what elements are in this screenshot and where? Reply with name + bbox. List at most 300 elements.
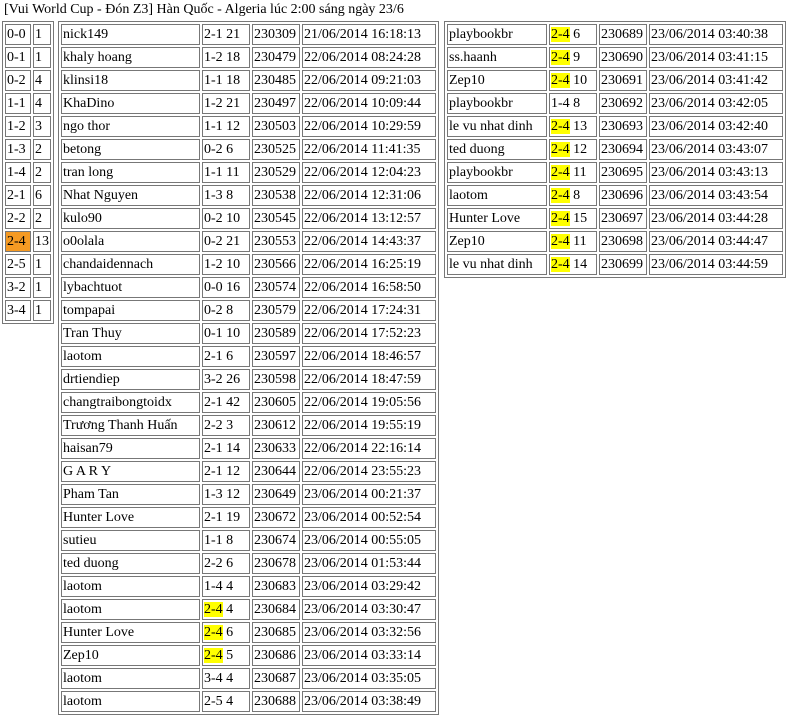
entry-id: 230688 [252, 691, 300, 712]
summary-count: 1 [33, 24, 51, 45]
entry-name: betong [61, 139, 200, 160]
entry-id: 230545 [252, 208, 300, 229]
entry-time: 22/06/2014 12:04:23 [302, 162, 436, 183]
entry-name: Hunter Love [61, 507, 200, 528]
entry-prediction [202, 277, 250, 298]
table-row [61, 185, 436, 206]
entry-id: 230525 [252, 139, 300, 160]
entry-id: 230689 [599, 24, 647, 45]
entry-time: 23/06/2014 00:55:05 [302, 530, 436, 551]
table-row [61, 208, 436, 229]
entry-time: 22/06/2014 17:24:31 [302, 300, 436, 321]
entry-time: 23/06/2014 01:53:44 [302, 553, 436, 574]
entry-name: Hunter Love [61, 622, 200, 643]
entry-score: 0-1 [204, 326, 223, 341]
entry-score: 2-4 [551, 257, 570, 272]
entry-score: 2-1 [204, 510, 223, 525]
entry-name: laotom [61, 346, 200, 367]
table-row [447, 162, 783, 183]
entry-guess: 18 [226, 50, 241, 65]
entry-time: 22/06/2014 10:29:59 [302, 116, 436, 137]
entry-name: ss.haanh [447, 47, 547, 68]
entry-name: G A R Y [61, 461, 200, 482]
entry-prediction [202, 185, 250, 206]
table-row [447, 116, 783, 137]
entry-guess: 15 [573, 211, 588, 226]
summary-count: 1 [33, 277, 51, 298]
table-row [61, 139, 436, 160]
entry-name: laotom [61, 691, 200, 712]
entry-guess: 10 [226, 257, 241, 272]
table-row [61, 369, 436, 390]
entry-name: Zep10 [447, 231, 547, 252]
entry-prediction [549, 185, 597, 206]
entry-score: 1-1 [204, 533, 223, 548]
table-row [61, 300, 436, 321]
entry-guess: 21 [226, 27, 241, 42]
entry-prediction [202, 116, 250, 137]
entry-time: 23/06/2014 03:38:49 [302, 691, 436, 712]
entry-score: 2-4 [204, 625, 223, 640]
entry-score: 0-0 [204, 280, 223, 295]
entry-time: 22/06/2014 18:46:57 [302, 346, 436, 367]
entry-name: playbookbr [447, 93, 547, 114]
entry-prediction [202, 438, 250, 459]
entry-guess: 6 [226, 142, 234, 157]
entry-guess: 4 [226, 671, 234, 686]
entry-score: 1-3 [204, 487, 223, 502]
entry-name: playbookbr [447, 24, 547, 45]
entry-guess: 10 [226, 326, 241, 341]
entry-guess: 4 [226, 694, 234, 709]
entry-time: 23/06/2014 03:42:05 [649, 93, 783, 114]
entry-prediction [202, 231, 250, 252]
entry-time: 23/06/2014 00:52:54 [302, 507, 436, 528]
table-row [61, 346, 436, 367]
entry-id: 230674 [252, 530, 300, 551]
entry-prediction [202, 346, 250, 367]
entry-time: 22/06/2014 16:58:50 [302, 277, 436, 298]
entry-guess: 4 [226, 579, 234, 594]
entry-id: 230529 [252, 162, 300, 183]
entry-id: 230693 [599, 116, 647, 137]
entry-prediction [202, 691, 250, 712]
entry-score: 2-1 [204, 441, 223, 456]
table-row [61, 116, 436, 137]
table-row [61, 70, 436, 91]
entry-score: 2-4 [551, 50, 570, 65]
entry-score: 2-4 [551, 234, 570, 249]
summary-score: 0-0 [5, 24, 31, 45]
entry-guess: 21 [226, 96, 241, 111]
entry-score: 1-2 [204, 257, 223, 272]
entry-time: 23/06/2014 03:41:15 [649, 47, 783, 68]
entry-id: 230649 [252, 484, 300, 505]
entry-guess: 6 [573, 27, 581, 42]
entry-prediction [549, 93, 597, 114]
table-row [61, 415, 436, 436]
entry-name: le vu nhat dinh [447, 254, 547, 275]
predictions-body-right [447, 24, 783, 275]
entry-guess: 10 [573, 73, 588, 88]
entry-guess: 11 [573, 234, 587, 249]
entry-name: ngo thor [61, 116, 200, 137]
entry-time: 23/06/2014 03:43:54 [649, 185, 783, 206]
entry-time: 22/06/2014 16:25:19 [302, 254, 436, 275]
entry-prediction [549, 162, 597, 183]
entry-score: 1-2 [204, 96, 223, 111]
entry-prediction [202, 622, 250, 643]
table-row [61, 323, 436, 344]
entry-score: 2-4 [551, 73, 570, 88]
entry-score: 2-4 [204, 602, 223, 617]
entry-time: 22/06/2014 09:21:03 [302, 70, 436, 91]
entry-prediction [202, 93, 250, 114]
summary-score: 0-1 [5, 47, 31, 68]
score-summary-body [5, 24, 51, 321]
score-summary-table [2, 21, 54, 324]
entry-time: 23/06/2014 00:21:37 [302, 484, 436, 505]
entry-name: playbookbr [447, 162, 547, 183]
summary-count: 4 [33, 93, 51, 114]
entry-name: kulo90 [61, 208, 200, 229]
entry-score: 0-2 [204, 303, 223, 318]
entry-guess: 11 [573, 165, 587, 180]
summary-count: 6 [33, 185, 51, 206]
summary-row [5, 70, 51, 91]
entry-prediction [202, 139, 250, 160]
table-row [61, 691, 436, 712]
entry-prediction [202, 415, 250, 436]
entry-time: 23/06/2014 03:44:28 [649, 208, 783, 229]
summary-row [5, 231, 51, 252]
table-row [447, 70, 783, 91]
entry-id: 230686 [252, 645, 300, 666]
entry-score: 1-1 [204, 73, 223, 88]
entry-guess: 13 [573, 119, 588, 134]
table-row [61, 438, 436, 459]
entry-time: 23/06/2014 03:42:40 [649, 116, 783, 137]
entry-name: laotom [61, 668, 200, 689]
summary-score: 2-1 [5, 185, 31, 206]
entry-id: 230684 [252, 599, 300, 620]
entry-name: le vu nhat dinh [447, 116, 547, 137]
entry-guess: 14 [226, 441, 241, 456]
table-row [447, 93, 783, 114]
entry-score: 1-3 [204, 188, 223, 203]
entry-score: 2-5 [204, 694, 223, 709]
table-row [447, 24, 783, 45]
entry-score: 2-1 [204, 464, 223, 479]
summary-score: 2-5 [5, 254, 31, 275]
entry-time: 22/06/2014 22:16:14 [302, 438, 436, 459]
entry-id: 230697 [599, 208, 647, 229]
entry-id: 230612 [252, 415, 300, 436]
summary-score: 1-3 [5, 139, 31, 160]
entry-id: 230633 [252, 438, 300, 459]
page-title: [Vui World Cup - Đón Z3] Hàn Quốc - Algeria lúc 2:00 sáng ngày 23/6 [4, 2, 404, 17]
entry-guess: 21 [226, 234, 241, 249]
entry-score: 2-2 [204, 556, 223, 571]
entry-guess: 5 [226, 648, 234, 663]
summary-score: 0-2 [5, 70, 31, 91]
entry-guess: 10 [226, 211, 241, 226]
summary-row [5, 277, 51, 298]
entry-prediction [549, 208, 597, 229]
table-row [61, 507, 436, 528]
entry-name: laotom [447, 185, 547, 206]
summary-count: 1 [33, 300, 51, 321]
entry-id: 230485 [252, 70, 300, 91]
summary-count: 4 [33, 70, 51, 91]
entry-score: 0-2 [204, 142, 223, 157]
entry-guess: 16 [226, 280, 241, 295]
entry-prediction [202, 599, 250, 620]
summary-row [5, 162, 51, 183]
entry-id: 230699 [599, 254, 647, 275]
entry-prediction [202, 254, 250, 275]
entry-score: 2-1 [204, 349, 223, 364]
entry-id: 230691 [599, 70, 647, 91]
table-row [61, 24, 436, 45]
entry-name: Tran Thuy [61, 323, 200, 344]
summary-score: 2-2 [5, 208, 31, 229]
entry-guess: 12 [226, 464, 241, 479]
entry-time: 22/06/2014 12:31:06 [302, 185, 436, 206]
table-row [61, 484, 436, 505]
entry-guess: 18 [226, 73, 241, 88]
entry-id: 230309 [252, 24, 300, 45]
entry-score: 2-4 [204, 648, 223, 663]
entry-prediction [549, 231, 597, 252]
summary-score: 1-2 [5, 116, 31, 137]
summary-row [5, 24, 51, 45]
summary-row [5, 185, 51, 206]
summary-count: 2 [33, 208, 51, 229]
entry-id: 230695 [599, 162, 647, 183]
entry-prediction [549, 254, 597, 275]
entry-name: ted duong [61, 553, 200, 574]
table-row [61, 277, 436, 298]
entry-prediction [202, 208, 250, 229]
entry-time: 22/06/2014 23:55:23 [302, 461, 436, 482]
entry-score: 0-2 [204, 211, 223, 226]
table-row [61, 530, 436, 551]
entry-guess: 14 [573, 257, 588, 272]
entry-id: 230579 [252, 300, 300, 321]
predictions-body-left [61, 24, 436, 712]
table-row [61, 461, 436, 482]
entry-time: 22/06/2014 14:43:37 [302, 231, 436, 252]
summary-score: 3-2 [5, 277, 31, 298]
entry-name: KhaDino [61, 93, 200, 114]
entry-time: 22/06/2014 10:09:44 [302, 93, 436, 114]
entry-guess: 12 [226, 487, 241, 502]
entry-time: 23/06/2014 03:30:47 [302, 599, 436, 620]
entry-score: 3-2 [204, 372, 223, 387]
entry-id: 230690 [599, 47, 647, 68]
entry-guess: 8 [226, 533, 234, 548]
entry-prediction [202, 323, 250, 344]
entry-id: 230672 [252, 507, 300, 528]
summary-count: 1 [33, 47, 51, 68]
entry-prediction [202, 461, 250, 482]
entry-time: 23/06/2014 03:29:42 [302, 576, 436, 597]
summary-count: 2 [33, 162, 51, 183]
table-row [61, 576, 436, 597]
entry-guess: 8 [226, 303, 234, 318]
entry-prediction [202, 162, 250, 183]
entry-id: 230598 [252, 369, 300, 390]
entry-guess: 3 [226, 418, 234, 433]
entry-guess: 6 [226, 349, 234, 364]
table-row [61, 47, 436, 68]
summary-score: 2-4 [5, 231, 31, 252]
entry-prediction [549, 139, 597, 160]
entry-score: 2-4 [551, 27, 570, 42]
summary-score: 1-1 [5, 93, 31, 114]
entry-id: 230479 [252, 47, 300, 68]
entry-guess: 26 [226, 372, 241, 387]
entry-time: 23/06/2014 03:33:14 [302, 645, 436, 666]
summary-row [5, 300, 51, 321]
entry-name: klinsi18 [61, 70, 200, 91]
entry-prediction [549, 47, 597, 68]
entry-id: 230597 [252, 346, 300, 367]
entry-time: 22/06/2014 18:47:59 [302, 369, 436, 390]
entry-time: 23/06/2014 03:32:56 [302, 622, 436, 643]
entry-guess: 42 [226, 395, 241, 410]
entry-name: laotom [61, 576, 200, 597]
entry-prediction [202, 507, 250, 528]
entry-score: 2-4 [551, 165, 570, 180]
entry-id: 230497 [252, 93, 300, 114]
entry-score: 2-1 [204, 27, 223, 42]
table-row [447, 254, 783, 275]
entry-score: 1-4 [204, 579, 223, 594]
entry-prediction [202, 70, 250, 91]
entry-guess: 4 [226, 602, 234, 617]
table-row [61, 93, 436, 114]
entry-name: chandaidennach [61, 254, 200, 275]
entry-score: 2-4 [551, 119, 570, 134]
entry-guess: 12 [226, 119, 241, 134]
entry-prediction [202, 369, 250, 390]
entry-score: 2-1 [204, 395, 223, 410]
entry-id: 230589 [252, 323, 300, 344]
table-row [447, 231, 783, 252]
entry-guess: 9 [573, 50, 581, 65]
summary-row [5, 139, 51, 160]
entry-time: 21/06/2014 16:18:13 [302, 24, 436, 45]
entry-guess: 6 [226, 625, 234, 640]
entry-id: 230503 [252, 116, 300, 137]
table-row [61, 645, 436, 666]
summary-row [5, 47, 51, 68]
entry-time: 23/06/2014 03:41:42 [649, 70, 783, 91]
summary-score: 1-4 [5, 162, 31, 183]
entry-score: 2-4 [551, 211, 570, 226]
table-row [61, 392, 436, 413]
summary-row [5, 254, 51, 275]
entry-name: Hunter Love [447, 208, 547, 229]
entry-prediction [202, 24, 250, 45]
table-row [61, 622, 436, 643]
table-row [61, 231, 436, 252]
entry-name: drtiendiep [61, 369, 200, 390]
entry-time: 22/06/2014 19:05:56 [302, 392, 436, 413]
entry-name: o0olala [61, 231, 200, 252]
summary-count: 13 [33, 231, 51, 252]
entry-name: Trương Thanh Huấn [61, 415, 200, 436]
entry-id: 230687 [252, 668, 300, 689]
entry-score: 1-1 [204, 119, 223, 134]
entry-time: 23/06/2014 03:43:07 [649, 139, 783, 160]
predictions-table-right [444, 21, 786, 278]
entry-score: 1-2 [204, 50, 223, 65]
entry-score: 2-4 [551, 188, 570, 203]
entry-name: Zep10 [61, 645, 200, 666]
entry-prediction [202, 645, 250, 666]
entry-name: ted duong [447, 139, 547, 160]
entry-name: changtraibongtoidx [61, 392, 200, 413]
predictions-table-left [58, 21, 439, 715]
entry-prediction [202, 300, 250, 321]
entry-guess: 6 [226, 556, 234, 571]
entry-id: 230605 [252, 392, 300, 413]
entry-score: 2-2 [204, 418, 223, 433]
entry-name: Zep10 [447, 70, 547, 91]
entry-name: laotom [61, 599, 200, 620]
entry-id: 230678 [252, 553, 300, 574]
entry-name: haisan79 [61, 438, 200, 459]
summary-count: 2 [33, 139, 51, 160]
entry-name: Pham Tan [61, 484, 200, 505]
entry-time: 23/06/2014 03:44:59 [649, 254, 783, 275]
summary-row [5, 208, 51, 229]
summary-row [5, 93, 51, 114]
entry-id: 230553 [252, 231, 300, 252]
entry-name: tompapai [61, 300, 200, 321]
entry-prediction [549, 24, 597, 45]
entry-time: 23/06/2014 03:43:13 [649, 162, 783, 183]
entry-prediction [202, 392, 250, 413]
entry-guess: 12 [573, 142, 588, 157]
entry-name: khaly hoang [61, 47, 200, 68]
entry-score: 2-4 [551, 142, 570, 157]
entry-guess: 8 [226, 188, 234, 203]
entry-name: tran long [61, 162, 200, 183]
entry-name: nick149 [61, 24, 200, 45]
entry-score: 3-4 [204, 671, 223, 686]
table-row [447, 139, 783, 160]
entry-guess: 19 [226, 510, 241, 525]
entry-name: Nhat Nguyen [61, 185, 200, 206]
entry-time: 22/06/2014 11:41:35 [302, 139, 436, 160]
entry-id: 230683 [252, 576, 300, 597]
entry-prediction [202, 530, 250, 551]
summary-row [5, 116, 51, 137]
entry-id: 230566 [252, 254, 300, 275]
entry-time: 22/06/2014 13:12:57 [302, 208, 436, 229]
entry-time: 22/06/2014 08:24:28 [302, 47, 436, 68]
entry-prediction [202, 576, 250, 597]
table-row [61, 553, 436, 574]
entry-guess: 11 [226, 165, 240, 180]
entry-time: 22/06/2014 17:52:23 [302, 323, 436, 344]
entry-id: 230538 [252, 185, 300, 206]
entry-id: 230696 [599, 185, 647, 206]
